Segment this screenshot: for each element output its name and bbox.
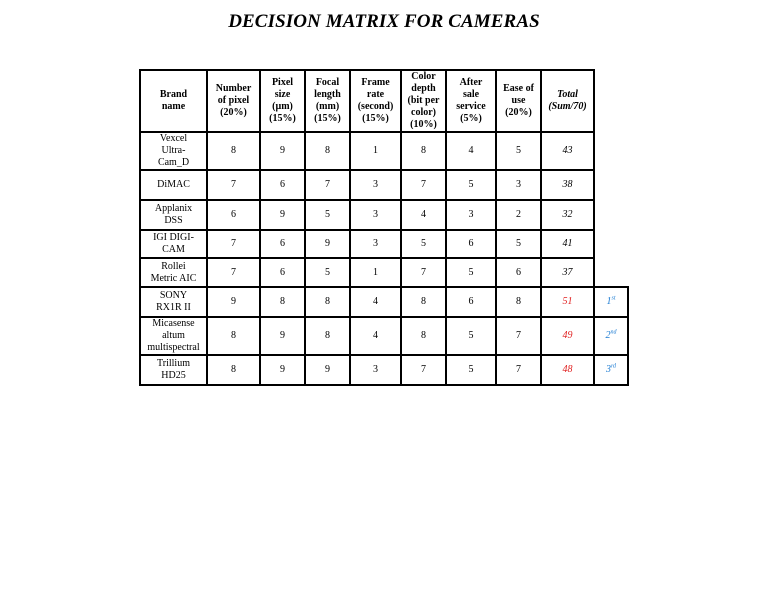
score-cell: 9 xyxy=(260,355,305,385)
score-cell: 8 xyxy=(496,287,541,317)
score-cell: 7 xyxy=(305,170,350,200)
rank-cell: 1st xyxy=(594,287,628,317)
score-cell: 5 xyxy=(305,200,350,230)
score-cell: 9 xyxy=(305,230,350,258)
rank-blank-cell xyxy=(594,132,628,170)
total-cell: 37 xyxy=(541,258,594,287)
score-cell: 6 xyxy=(260,258,305,287)
header-number-of-pixel: Number of pixel (20%) xyxy=(207,70,260,132)
header-row xyxy=(140,70,628,132)
score-cell: 4 xyxy=(350,317,401,355)
table-row xyxy=(140,200,628,230)
score-cell: 4 xyxy=(446,132,496,170)
table-row xyxy=(140,132,628,170)
header-ease-of-use: Ease of use (20%) xyxy=(496,70,541,132)
score-cell: 5 xyxy=(446,258,496,287)
score-cell: 8 xyxy=(305,132,350,170)
total-cell: 51 xyxy=(541,287,594,317)
decision-matrix-table xyxy=(139,69,629,386)
score-cell: 6 xyxy=(496,258,541,287)
total-cell: 32 xyxy=(541,200,594,230)
score-cell: 5 xyxy=(401,230,446,258)
header-focal-length: Focal length (mm) (15%) xyxy=(305,70,350,132)
score-cell: 1 xyxy=(350,132,401,170)
score-cell: 1 xyxy=(350,258,401,287)
score-cell: 8 xyxy=(305,287,350,317)
total-cell: 38 xyxy=(541,170,594,200)
header-pixel-size: Pixel size (µm) (15%) xyxy=(260,70,305,132)
rank-cell: 2nd xyxy=(594,317,628,355)
rank-blank-cell xyxy=(594,258,628,287)
rank-blank-cell xyxy=(594,200,628,230)
score-cell: 3 xyxy=(496,170,541,200)
brand-name-cell: Micasense altum multispectral xyxy=(140,317,207,355)
score-cell: 8 xyxy=(401,287,446,317)
header-brand-name: Brand name xyxy=(140,70,207,132)
score-cell: 8 xyxy=(207,355,260,385)
score-cell: 5 xyxy=(446,317,496,355)
score-cell: 7 xyxy=(496,355,541,385)
score-cell: 8 xyxy=(207,132,260,170)
score-cell: 3 xyxy=(350,230,401,258)
score-cell: 3 xyxy=(446,200,496,230)
brand-name-cell: IGI DIGI- CAM xyxy=(140,230,207,258)
score-cell: 9 xyxy=(305,355,350,385)
score-cell: 6 xyxy=(207,200,260,230)
total-cell: 43 xyxy=(541,132,594,170)
score-cell: 7 xyxy=(401,258,446,287)
total-cell: 48 xyxy=(541,355,594,385)
score-cell: 6 xyxy=(446,230,496,258)
score-cell: 3 xyxy=(350,200,401,230)
brand-name-cell: DiMAC xyxy=(140,170,207,200)
score-cell: 8 xyxy=(305,317,350,355)
header-after-sale-service: After sale service (5%) xyxy=(446,70,496,132)
score-cell: 6 xyxy=(260,170,305,200)
score-cell: 5 xyxy=(446,355,496,385)
table-row xyxy=(140,317,628,355)
score-cell: 4 xyxy=(350,287,401,317)
score-cell: 8 xyxy=(401,317,446,355)
header-frame-rate: Frame rate (second) (15%) xyxy=(350,70,401,132)
total-cell: 49 xyxy=(541,317,594,355)
table-row xyxy=(140,170,628,200)
score-cell: 6 xyxy=(260,230,305,258)
table-row xyxy=(140,258,628,287)
score-cell: 5 xyxy=(496,230,541,258)
table-row xyxy=(140,230,628,258)
header-color-depth: Color depth (bit per color) (10%) xyxy=(401,70,446,132)
total-cell: 41 xyxy=(541,230,594,258)
header-rank-blank xyxy=(594,70,628,132)
brand-name-cell: SONY RX1R II xyxy=(140,287,207,317)
score-cell: 6 xyxy=(446,287,496,317)
header-total: Total (Sum/70) xyxy=(541,70,594,132)
score-cell: 7 xyxy=(496,317,541,355)
rank-blank-cell xyxy=(594,170,628,200)
brand-name-cell: Applanix DSS xyxy=(140,200,207,230)
page-title: DECISION MATRIX FOR CAMERAS xyxy=(228,11,540,32)
rank-blank-cell xyxy=(594,230,628,258)
score-cell: 4 xyxy=(401,200,446,230)
score-cell: 9 xyxy=(260,200,305,230)
score-cell: 2 xyxy=(496,200,541,230)
score-cell: 7 xyxy=(401,170,446,200)
rank-cell: 3rd xyxy=(594,355,628,385)
score-cell: 7 xyxy=(401,355,446,385)
score-cell: 8 xyxy=(260,287,305,317)
score-cell: 3 xyxy=(350,355,401,385)
score-cell: 5 xyxy=(496,132,541,170)
score-cell: 7 xyxy=(207,258,260,287)
score-cell: 8 xyxy=(207,317,260,355)
table-row xyxy=(140,287,628,317)
brand-name-cell: Rollei Metric AIC xyxy=(140,258,207,287)
score-cell: 9 xyxy=(207,287,260,317)
score-cell: 7 xyxy=(207,170,260,200)
score-cell: 3 xyxy=(350,170,401,200)
brand-name-cell: Trillium HD25 xyxy=(140,355,207,385)
brand-name-cell: Vexcel Ultra- Cam_D xyxy=(140,132,207,170)
score-cell: 5 xyxy=(305,258,350,287)
score-cell: 9 xyxy=(260,132,305,170)
score-cell: 8 xyxy=(401,132,446,170)
score-cell: 5 xyxy=(446,170,496,200)
score-cell: 9 xyxy=(260,317,305,355)
table-row xyxy=(140,355,628,385)
score-cell: 7 xyxy=(207,230,260,258)
